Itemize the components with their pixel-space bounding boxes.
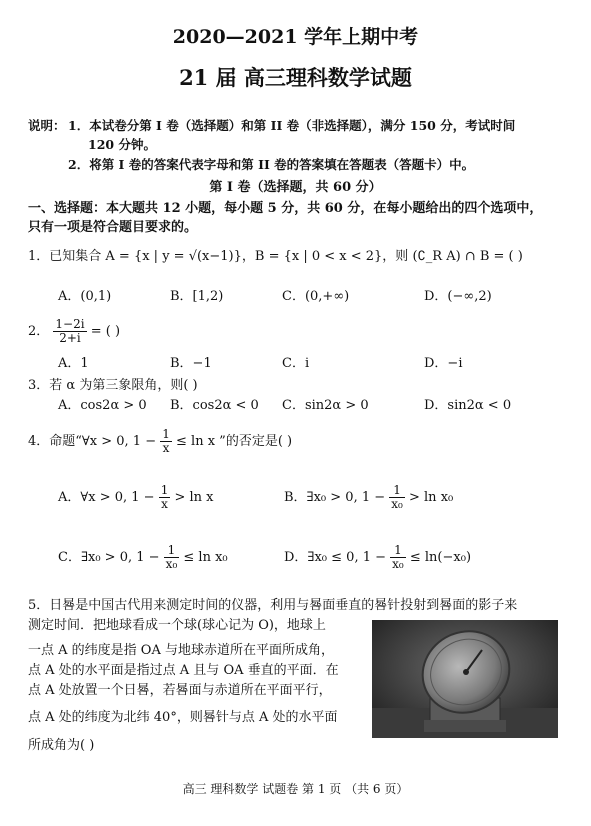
- notes-item1-line1: 1．本试卷分第 I 卷（选择题）和第 II 卷（非选择题），满分 150 分，考试时间: [68, 118, 516, 133]
- q5-line7: 所成角为( ): [28, 738, 95, 753]
- sundial-photo: [372, 620, 558, 738]
- q2-option-a: A．1: [58, 356, 89, 371]
- q3-option-c: C．sin2α > 0: [282, 398, 369, 413]
- q3-option-b: B．cos2α < 0: [170, 398, 259, 413]
- notes-item2: 2．将第 I 卷的答案代表字母和第 II 卷的答案填在答题表（答题卡）中。: [68, 157, 475, 172]
- q4-option-c-head: C．∃x₀ > 0, 1 −: [58, 550, 160, 566]
- q2-option-c: C．i: [282, 356, 310, 371]
- q1-option-c: C．(0,+∞): [282, 289, 350, 304]
- q4-option-a-tail: > ln x: [174, 490, 214, 506]
- q4-option-a-fraction: [159, 484, 171, 511]
- q4-stem-head: 4．命题“∀x > 0, 1 −: [28, 434, 157, 450]
- q4-option-b-denominator: x₀: [391, 497, 403, 512]
- q4-stem-tail: ≤ ln x ”的否定是( ): [176, 434, 293, 450]
- q5-line4: 点 A 处的水平面是指过点 A 且与 OA 垂直的平面．在: [28, 663, 339, 678]
- q4-option-b: [284, 484, 453, 511]
- q3-option-a: A．cos2α > 0: [58, 398, 147, 413]
- q4-option-d-head: D．∃x₀ ≤ 0, 1 −: [284, 550, 387, 566]
- q4-stem-fraction-denominator: x: [162, 441, 170, 456]
- q1-option-a: A．(0,1): [58, 289, 112, 304]
- q4-option-a-denominator: x: [161, 497, 168, 512]
- q3-option-d: D．sin2α < 0: [424, 398, 512, 413]
- notes-label: 说明：: [28, 118, 66, 133]
- q1-option-b: B．[1,2): [170, 289, 224, 304]
- section1-line2: 只有一项是符合题目要求的。: [28, 220, 198, 235]
- q5-line6: 点 A 处的纬度为北纬 40°，则晷针与点 A 处的水平面: [28, 710, 338, 725]
- notes-item1-line2: 120 分钟。: [88, 137, 156, 152]
- q2-stem: [28, 318, 120, 345]
- q2-option-d: D．−i: [424, 356, 463, 371]
- q4-stem: [28, 428, 292, 455]
- q2-fraction-denominator: 2+i: [59, 331, 81, 346]
- q2-fraction: [53, 318, 86, 345]
- q5-line5: 点 A 处放置一个日晷，若晷面与赤道所在平面平行，: [28, 683, 332, 698]
- q2-option-b: B．−1: [170, 356, 212, 371]
- q4-stem-fraction: [160, 428, 172, 455]
- q4-option-d-fraction: [390, 544, 406, 571]
- q4-option-d-numerator: 1: [390, 544, 406, 558]
- q5-line3: 一点 A 的纬度是指 OA 与地球赤道所在平面所成角，: [28, 643, 334, 658]
- q4-option-c-tail: ≤ ln x₀: [183, 550, 228, 566]
- q5-line2: 测定时间．把地球看成一个球(球心记为 O)，地球上: [28, 618, 326, 633]
- q3-stem: 3．若 α 为第三象限角，则( ): [28, 378, 198, 393]
- q4-option-c-fraction: [164, 544, 180, 571]
- exam-title-line1: 2020—2021 学年上期中考: [172, 26, 419, 48]
- q4-option-c-numerator: 1: [164, 544, 180, 558]
- section1-line1: 一、选择题：本大题共 12 小题，每小题 5 分，共 60 分，在每小题给出的四个选项中，: [28, 201, 543, 216]
- q4-option-d: [284, 544, 471, 571]
- q4-option-a-head: A．∀x > 0, 1 −: [58, 490, 155, 506]
- q4-stem-fraction-numerator: 1: [162, 427, 170, 441]
- q4-option-b-head: B．∃x₀ > 0, 1 −: [284, 490, 386, 506]
- part1-title: 第 I 卷（选择题，共 60 分）: [209, 180, 382, 195]
- q4-option-d-denominator: x₀: [392, 557, 404, 572]
- q4-option-b-tail: > ln x₀: [409, 490, 454, 506]
- q4-option-c-denominator: x₀: [165, 557, 178, 572]
- exam-title-line2: 21 届 高三理科数学试题: [179, 65, 412, 90]
- sundial-photo-graphic: [372, 620, 558, 738]
- q4-option-c: [58, 544, 228, 571]
- q4-option-b-fraction: [389, 484, 405, 511]
- q5-line1: 5．日晷是中国古代用来测定时间的仪器，利用与晷面垂直的晷针投射到晷面的影子来: [28, 598, 518, 613]
- q4-option-a-numerator: 1: [160, 483, 169, 497]
- q1-stem: 1．已知集合 A = {x | y = √(x−1)}，B = {x | 0 < x < 2}，则 (∁_R A) ∩ B = ( ): [28, 249, 523, 264]
- q2-stem-tail: = ( ): [90, 324, 121, 340]
- q4-option-d-tail: ≤ ln(−x₀): [409, 550, 472, 566]
- q2-fraction-numerator: 1−2i: [55, 317, 85, 331]
- q1-option-d: D．(−∞,2): [424, 289, 492, 304]
- q4-option-b-numerator: 1: [389, 484, 405, 498]
- q4-option-a: [58, 484, 214, 511]
- q2-number: 2．: [28, 324, 50, 340]
- page-footer: 高三 理科数学 试题卷 第 1 页 （共 6 页）: [182, 782, 409, 796]
